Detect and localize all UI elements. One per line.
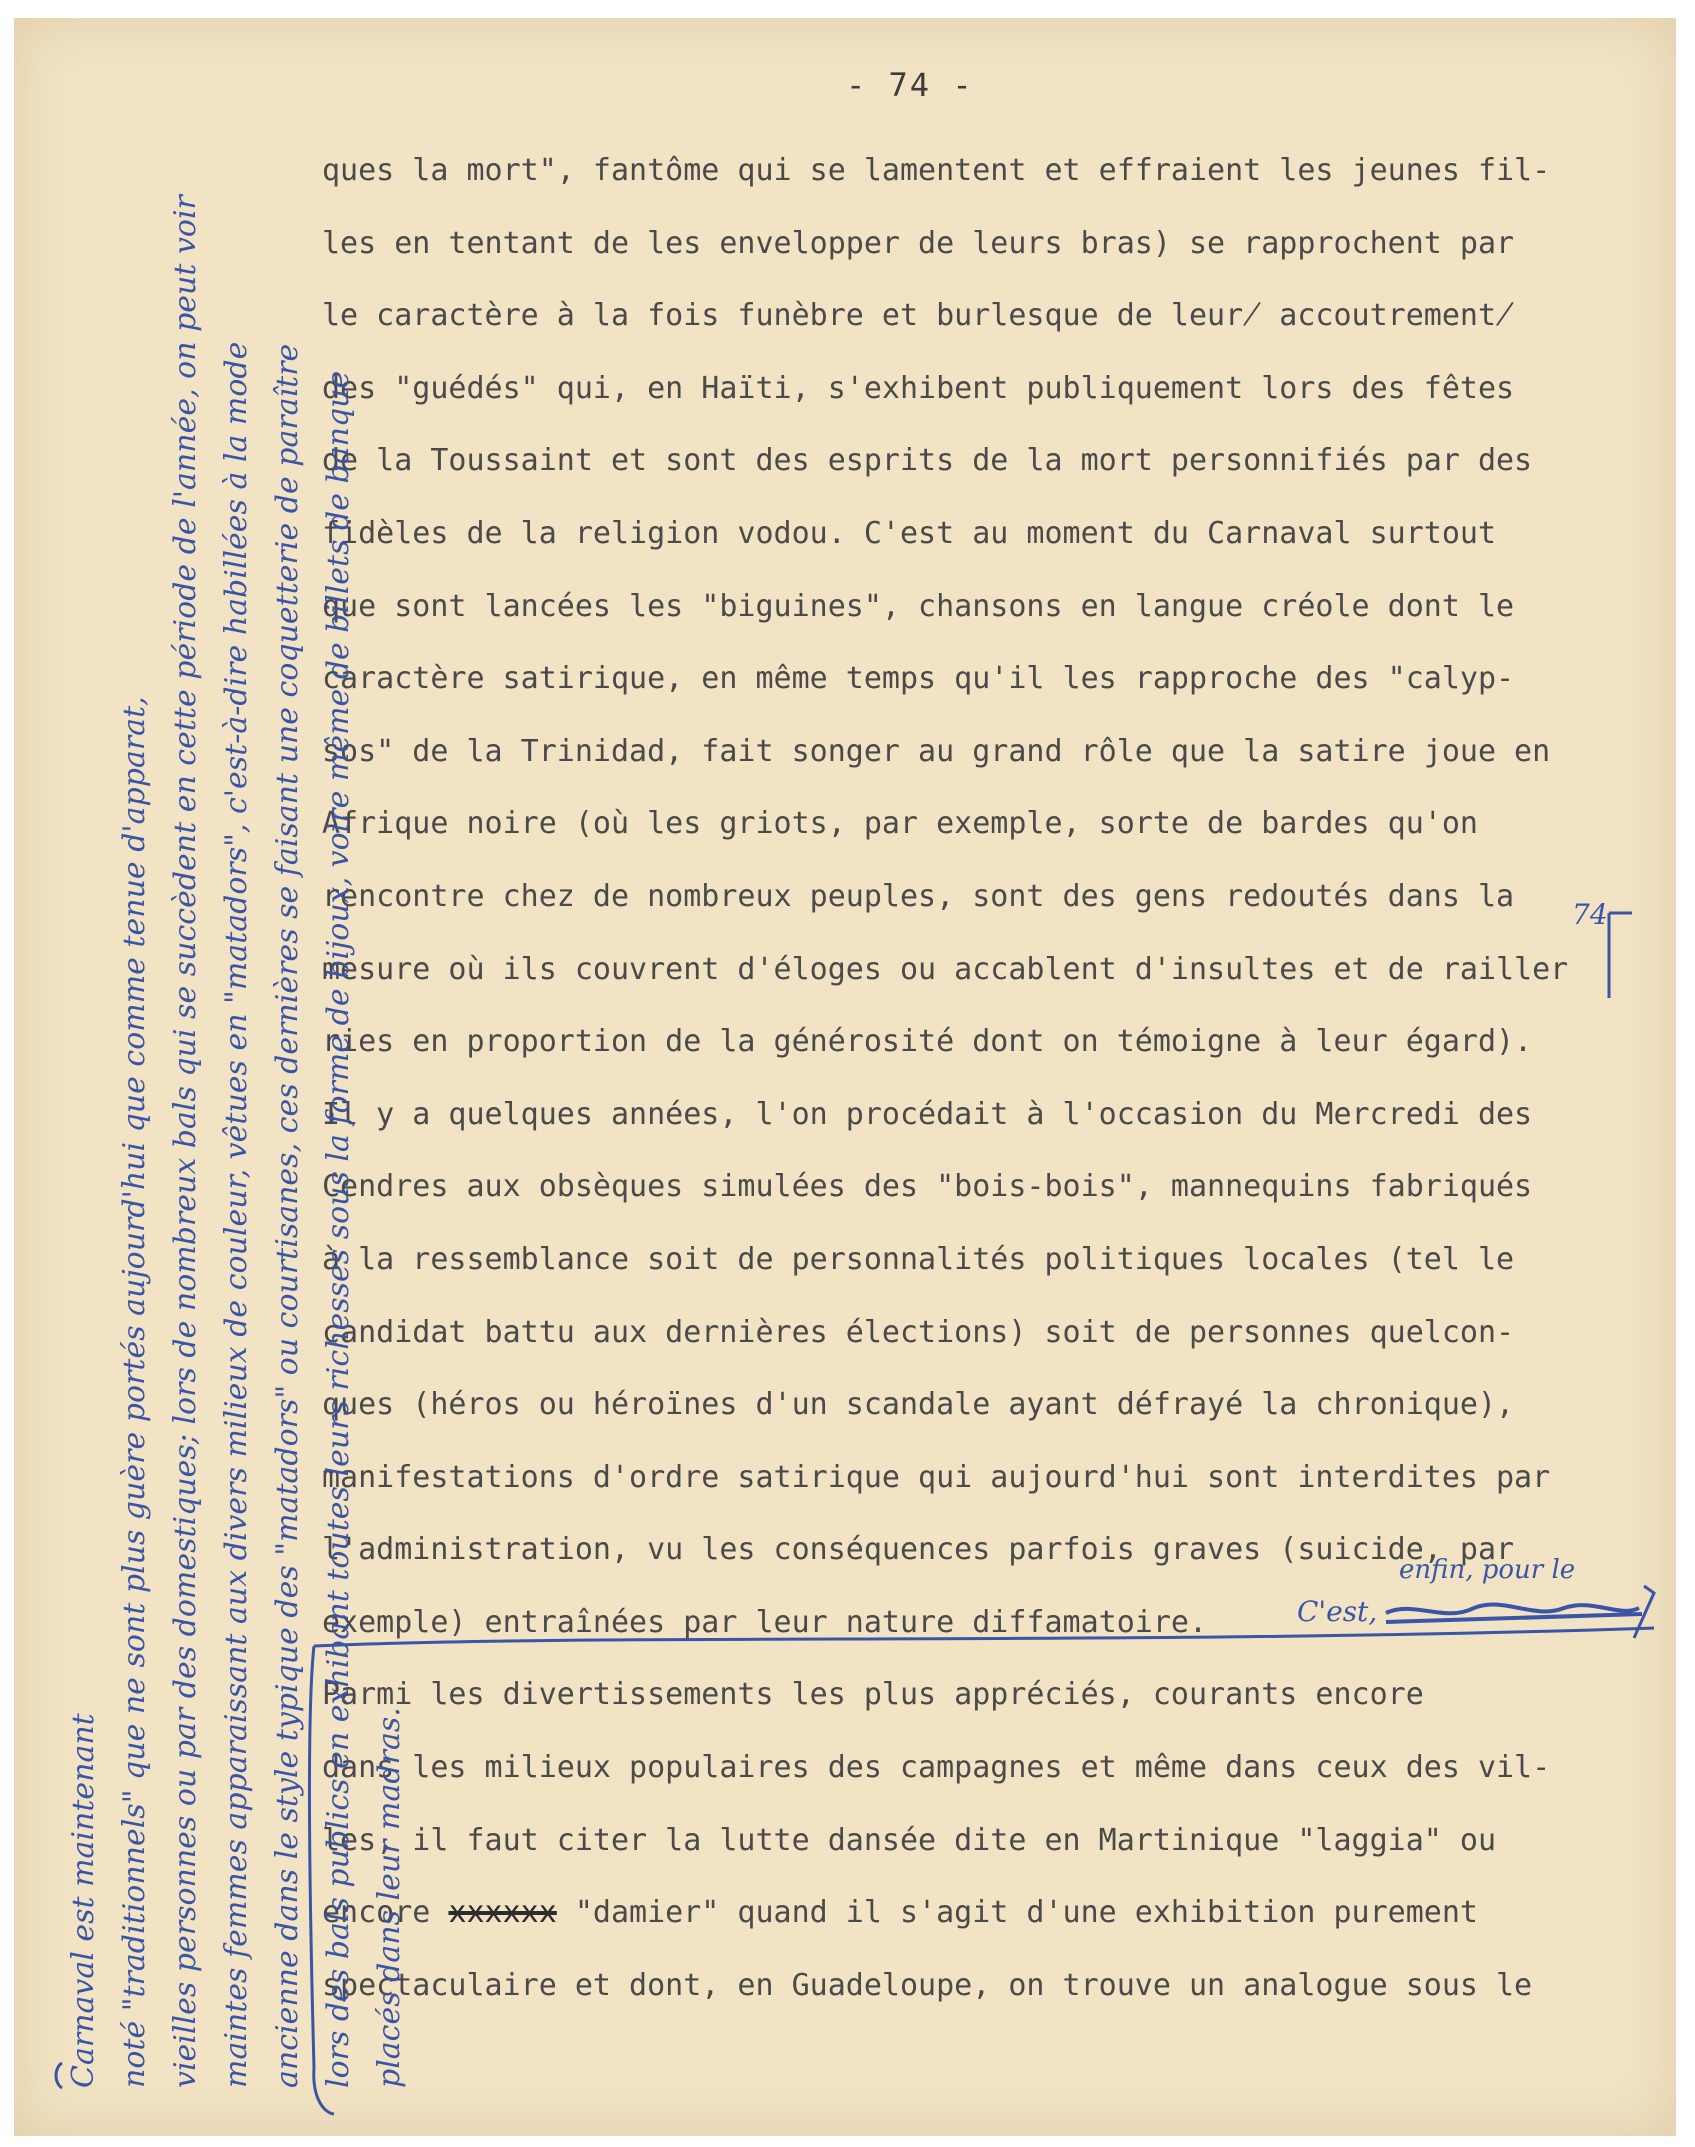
text-segment: encore (322, 1895, 449, 1931)
handwritten-page-mark: 74 (1572, 898, 1608, 931)
marginal-line: maintes femmes apparaissant aux divers milieux de couleur, vêtues en "matadors", c'est-à-dire habillées à la mode (219, 341, 254, 2088)
marginal-line: vieilles personnes ou par des domestiques; lors de nombreux bals qui se succèdent en cette période de l'année, on peut voir (168, 195, 203, 2088)
text-line: Cendres aux obsèques simulées des "bois-bois", mannequins fabriqués (322, 1169, 1533, 1205)
marginal-line: lors des bals publics en exhibant toutes leurs richesses sous la forme de bijoux, voire même de billets de banque (321, 370, 356, 2088)
text-line: dans les milieux populaires des campagnes et même dans ceux des vil- (322, 1750, 1551, 1786)
strike-through (1386, 1614, 1642, 1622)
text-line: le caractère à la fois funèbre et burlesque de leur̸ accoutrement̸ (322, 298, 1515, 334)
text-line: Parmi les divertissements les plus appréciés, courants encore (322, 1677, 1424, 1713)
text-line: l'administration, vu les conséquences parfois graves (suicide, par (322, 1532, 1515, 1568)
text-line: fidèles de la religion vodou. C'est au moment du Carnaval surtout (322, 515, 1496, 551)
link-line (314, 1628, 1654, 1646)
marginal-line: placés dans leur madras. (372, 1707, 407, 2088)
text-line: exemple) entraînées par leur nature diffamatoire. (322, 1604, 1208, 1640)
margin-bracket (56, 2063, 62, 2088)
text-line: candidat battu aux dernières élections) soit de personnes quelcon- (322, 1314, 1515, 1350)
text-line: sos" de la Trinidad, fait songer au grand rôle que la satire joue en (322, 733, 1551, 769)
text-line: ries en proportion de la générosité dont on témoigne à leur égard). (322, 1024, 1533, 1060)
text-line: caractère satirique, en même temps qu'il les rapproche des "calyp- (322, 661, 1515, 697)
handwritten-insertion: enfin, pour le (1399, 1555, 1576, 1585)
paragraph-box (309, 1646, 334, 2114)
text-line: des "guédés" qui, en Haïti, s'exhibent publiquement lors des fêtes (322, 370, 1515, 406)
marginal-line: ancienne dans le style typique des "matadors" ou courtisanes, ces dernières se faisant une coquetterie de paraître (270, 343, 305, 2088)
text-line: Il y a quelques années, l'on procédait à l'occasion du Mercredi des (322, 1096, 1533, 1132)
marginal-line: noté "traditionnels" que ne sont plus guère portés aujourd'hui que comme tenue d'apparat, (117, 696, 152, 2088)
text-segment: "damier" quand il s'agit d'une exhibition purement (556, 1895, 1478, 1931)
text-line: mesure où ils couvrent d'éloges ou accablent d'insultes et de railler (322, 951, 1569, 987)
struck-out-word: xxxxxx (448, 1895, 557, 1931)
text-line: ques (héros ou héroïnes d'un scandale ayant défrayé la chronique), (322, 1387, 1515, 1423)
page-number: - 74 - (846, 66, 974, 104)
text-line: manifestations d'ordre satirique qui aujourd'hui sont interdites par (322, 1459, 1551, 1495)
text-line: spectaculaire et dont, en Guadeloupe, on trouve un analogue sous le (322, 1967, 1533, 2003)
pen-strokes (14, 18, 1676, 2136)
manuscript-page (14, 18, 1676, 2136)
text-line: ques la mort", fantôme qui se lamentent et effraient les jeunes fil- (322, 153, 1551, 188)
text-line: de la Toussaint et sont des esprits de la mort personnifiés par des (322, 443, 1533, 479)
text-line: à la ressemblance soit de personnalités politiques locales (tel le (322, 1241, 1515, 1277)
scribble-out (1386, 1605, 1639, 1614)
handwritten-inline-start: C'est, (1297, 1595, 1378, 1628)
insertion-caret (1634, 1586, 1654, 1638)
text-line: Afrique noire (où les griots, par exemple, sorte de bardes qu'on (322, 806, 1478, 842)
text-line: rencontre chez de nombreux peuples, sont des gens redoutés dans la (322, 878, 1515, 914)
text-line: que sont lancées les "biguines", chansons en langue créole dont le (322, 588, 1515, 624)
marginal-line: Carnaval est maintenant (66, 1713, 101, 2088)
text-line: les, il faut citer la lutte dansée dite en Martinique "laggia" ou (322, 1822, 1496, 1858)
text-line: les en tentant de les envelopper de leurs bras) se rapprochent par (322, 225, 1515, 261)
insertion-bracket (1609, 913, 1632, 998)
